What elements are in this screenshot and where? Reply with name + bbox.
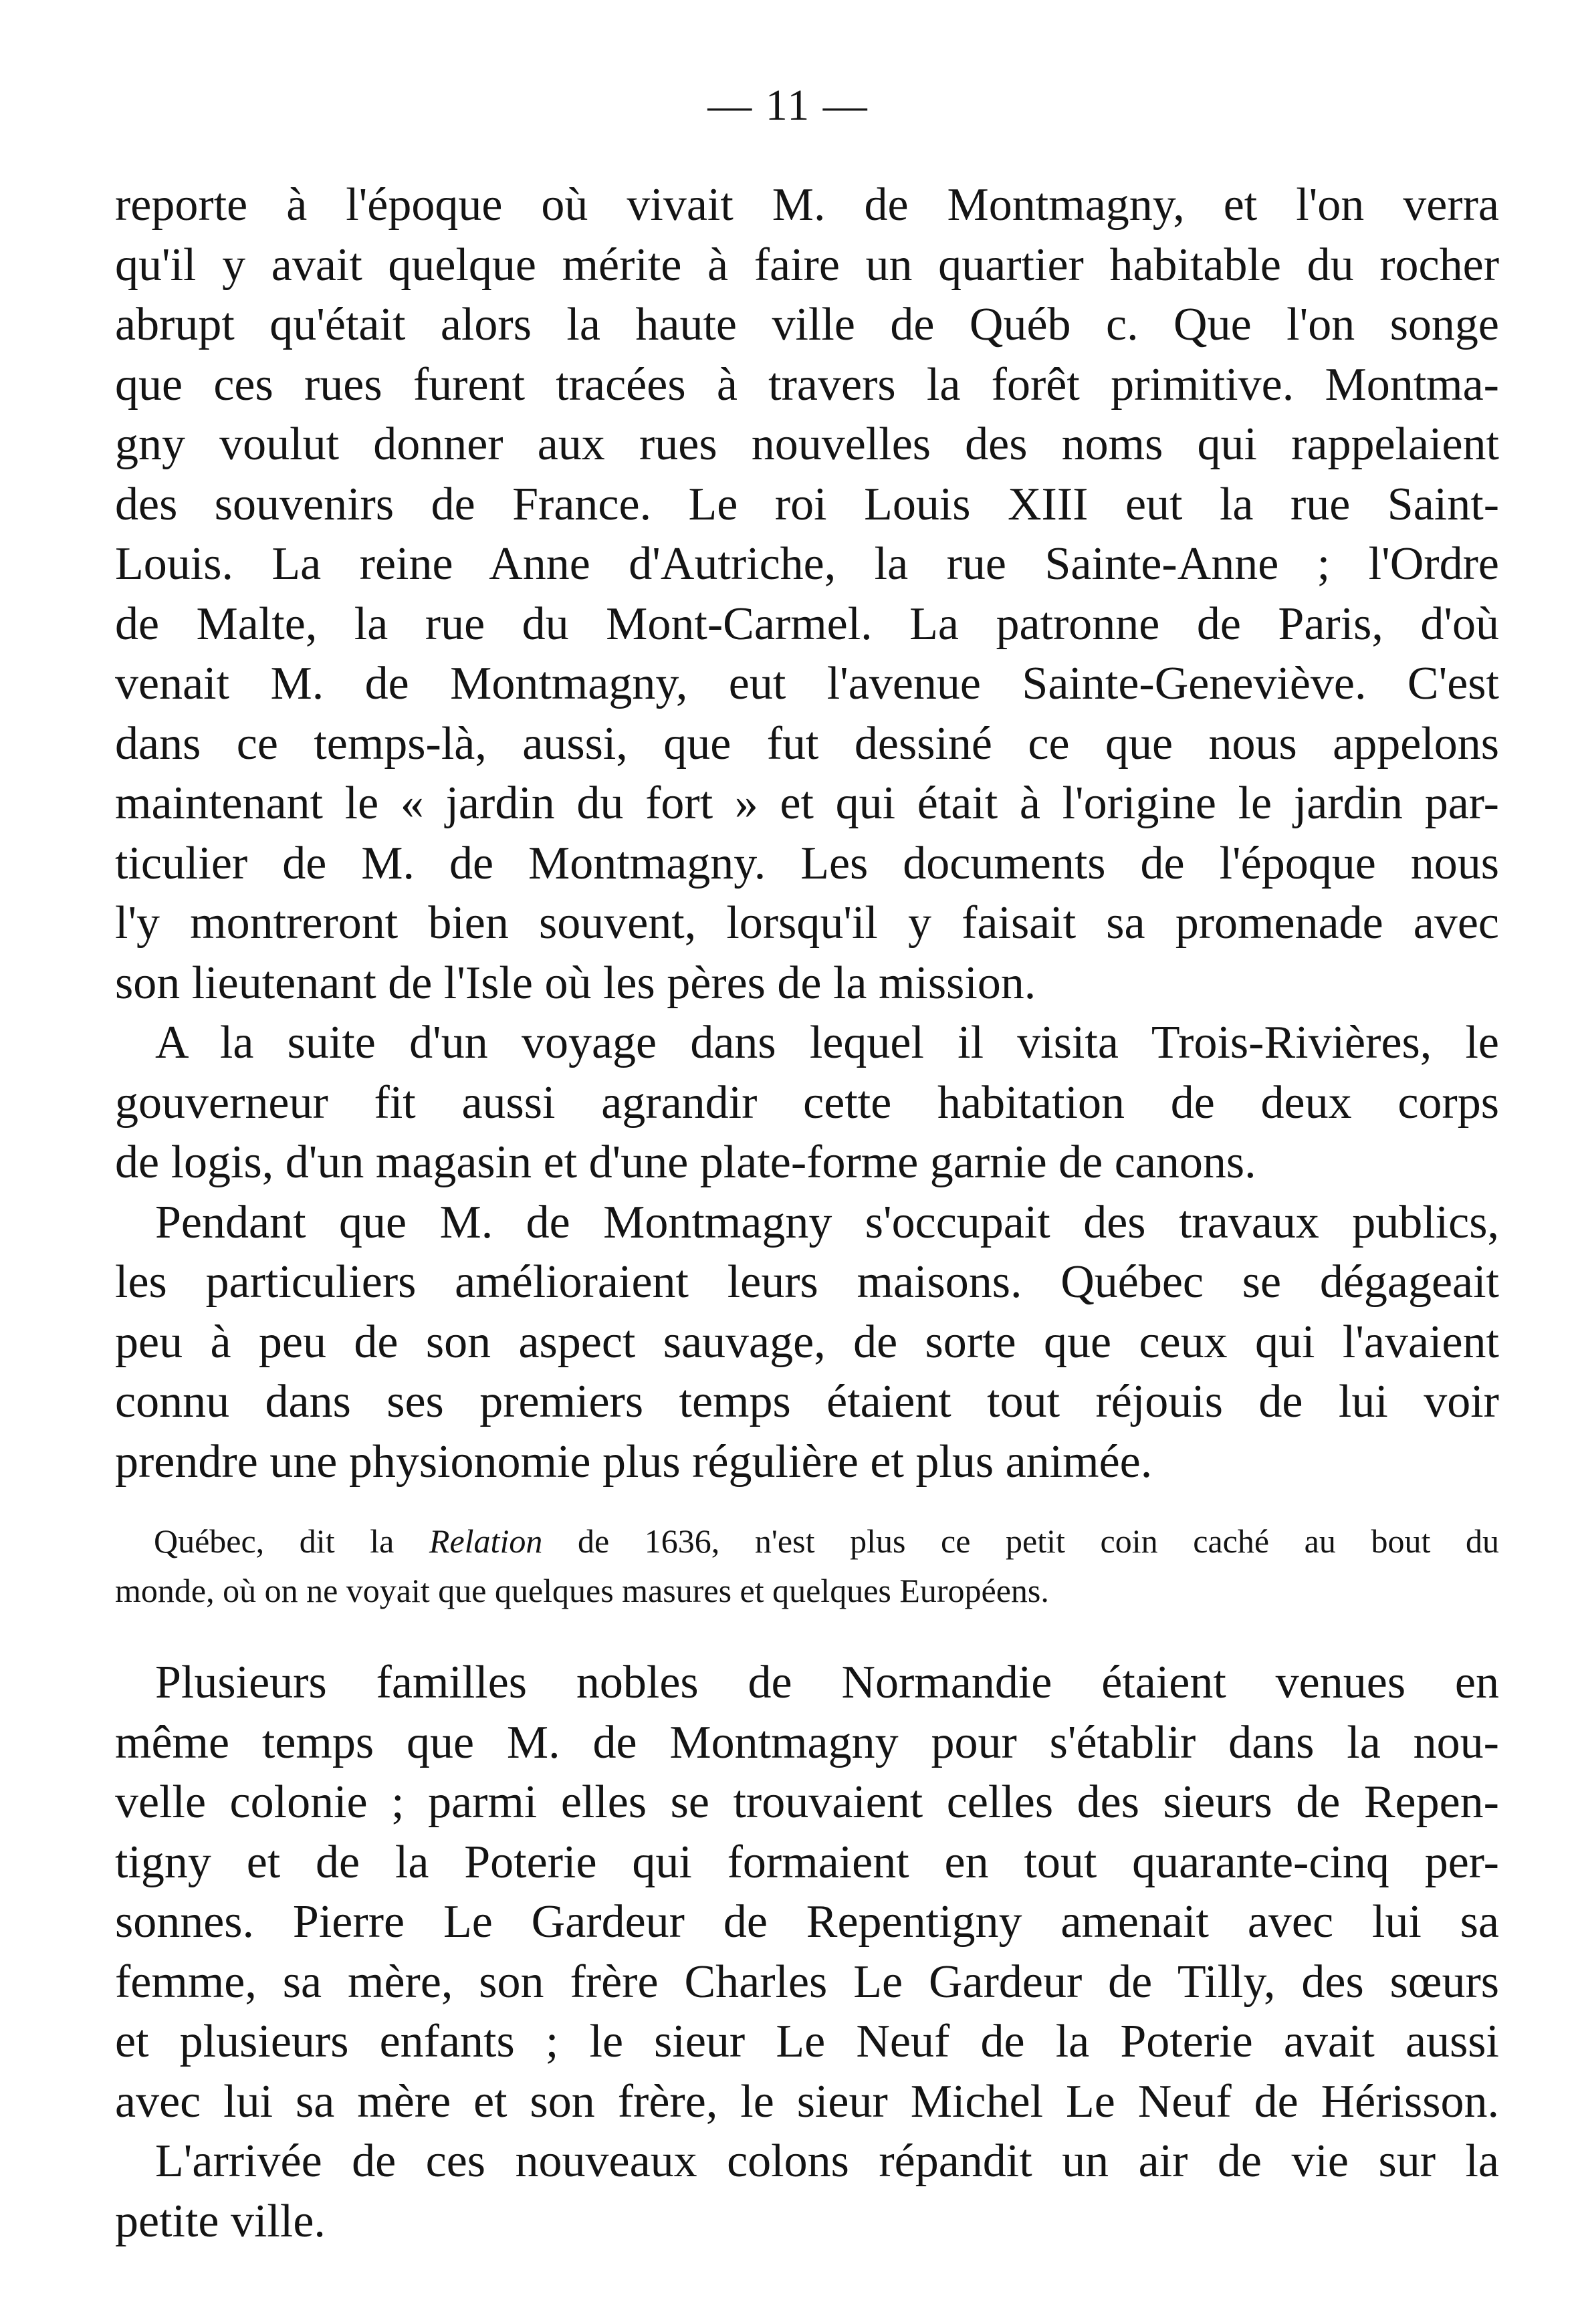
text-line: les particuliers amélioraient leurs maisons. Québec se dégageait (115, 1256, 1499, 1308)
text-line: sonnes. Pierre Le Gardeur de Repentigny amenait avec lui sa (115, 1896, 1499, 1948)
text-line: dans ce temps-là, aussi, que fut dessiné ce que nous appelons (115, 717, 1499, 770)
text-line: même temps que M. de Montmagny pour s'établir dans la nou- (115, 1716, 1499, 1768)
paragraph-1 (115, 175, 1499, 1013)
text-line: A la suite d'un voyage dans lequel il visita Trois-Rivières, le (155, 1017, 1499, 1068)
text-line: de logis, d'un magasin et d'une plate-forme garnie de canons. (115, 1137, 1256, 1188)
quote-line-1 (115, 1516, 1499, 1566)
quote-line-2: monde, où on ne voyait que quelques masures et quelques Européens. (115, 1572, 1049, 1609)
text-line: peu à peu de son aspect sauvage, de sorte que ceux qui l'avaient (115, 1316, 1499, 1368)
text-line: gouverneur fit aussi agrandir cette habitation de deux corps (115, 1076, 1499, 1129)
quote-text: Québec, dit la (154, 1522, 429, 1560)
text-line: que ces rues furent tracées à travers la forêt primitive. Montma- (115, 358, 1499, 411)
text-line: petite ville. (115, 2195, 326, 2247)
text-line: L'arrivée de ces nouveaux colons répandit un air de vie sur la (155, 2135, 1499, 2187)
text-line: connu dans ses premiers temps étaient tout réjouis de lui voir (115, 1376, 1499, 1427)
text-line: Louis. La reine Anne d'Autriche, la rue Sainte-Anne ; l'Ordre (115, 538, 1499, 590)
main-text-lower (115, 1653, 1499, 2251)
main-text-upper (115, 175, 1499, 1492)
text-line: femme, sa mère, son frère Charles Le Gardeur de Tilly, des sœurs (115, 1956, 1499, 2008)
paragraph-5 (115, 2131, 1499, 2251)
text-line: et plusieurs enfants ; le sieur Le Neuf de la Poterie avait aussi (115, 2016, 1499, 2067)
text-line: velle colonie ; parmi elles se trouvaient celles des sieurs de Repen- (115, 1776, 1499, 1828)
text-line: avec lui sa mère et son frère, le sieur Michel Le Neuf de Hérisson. (115, 2075, 1499, 2127)
text-line: prendre une physionomie plus régulière et plus animée. (115, 1435, 1153, 1488)
quote-source-title: Relation (429, 1522, 543, 1560)
quotation-block (115, 1516, 1499, 1615)
text-line: abrupt qu'était alors la haute ville de Québ c. Que l'on songe (115, 299, 1499, 350)
text-line: qu'il y avait quelque mérite à faire un quartier habitable du rocher (115, 239, 1499, 291)
paragraph-4 (115, 1653, 1499, 2131)
paragraph-3 (115, 1193, 1499, 1492)
text-line: des souvenirs de France. Le roi Louis XIII eut la rue Saint- (115, 478, 1499, 530)
text-line: son lieutenant de l'Isle où les pères de la mission. (115, 957, 1036, 1009)
text-line: maintenant le « jardin du fort » et qui était à l'origine le jardin par- (115, 778, 1499, 829)
text-line: reporte à l'époque où vivait M. de Montmagny, et l'on verra (115, 179, 1499, 231)
quote-text: de 1636, n'est plus ce petit coin caché au bout du (542, 1522, 1499, 1560)
paragraph-2 (115, 1013, 1499, 1193)
text-line: gny voulut donner aux rues nouvelles des noms qui rappelaient (115, 419, 1499, 470)
text-line: ticulier de M. de Montmagny. Les documents de l'époque nous (115, 837, 1499, 889)
text-line: l'y montreront bien souvent, lorsqu'il y faisait sa promenade avec (115, 897, 1499, 949)
page-number: — 11 — (707, 81, 869, 130)
text-line: venait M. de Montmagny, eut l'avenue Sainte-Geneviève. C'est (115, 658, 1499, 709)
text-line: tigny et de la Poterie qui formaient en tout quarante-cinq per- (115, 1836, 1499, 1888)
text-line: Pendant que M. de Montmagny s'occupait des travaux publics, (155, 1196, 1499, 1248)
text-line: Plusieurs familles nobles de Normandie étaient venues en (155, 1657, 1499, 1708)
text-line: de Malte, la rue du Mont-Carmel. La patronne de Paris, d'où (115, 598, 1499, 650)
